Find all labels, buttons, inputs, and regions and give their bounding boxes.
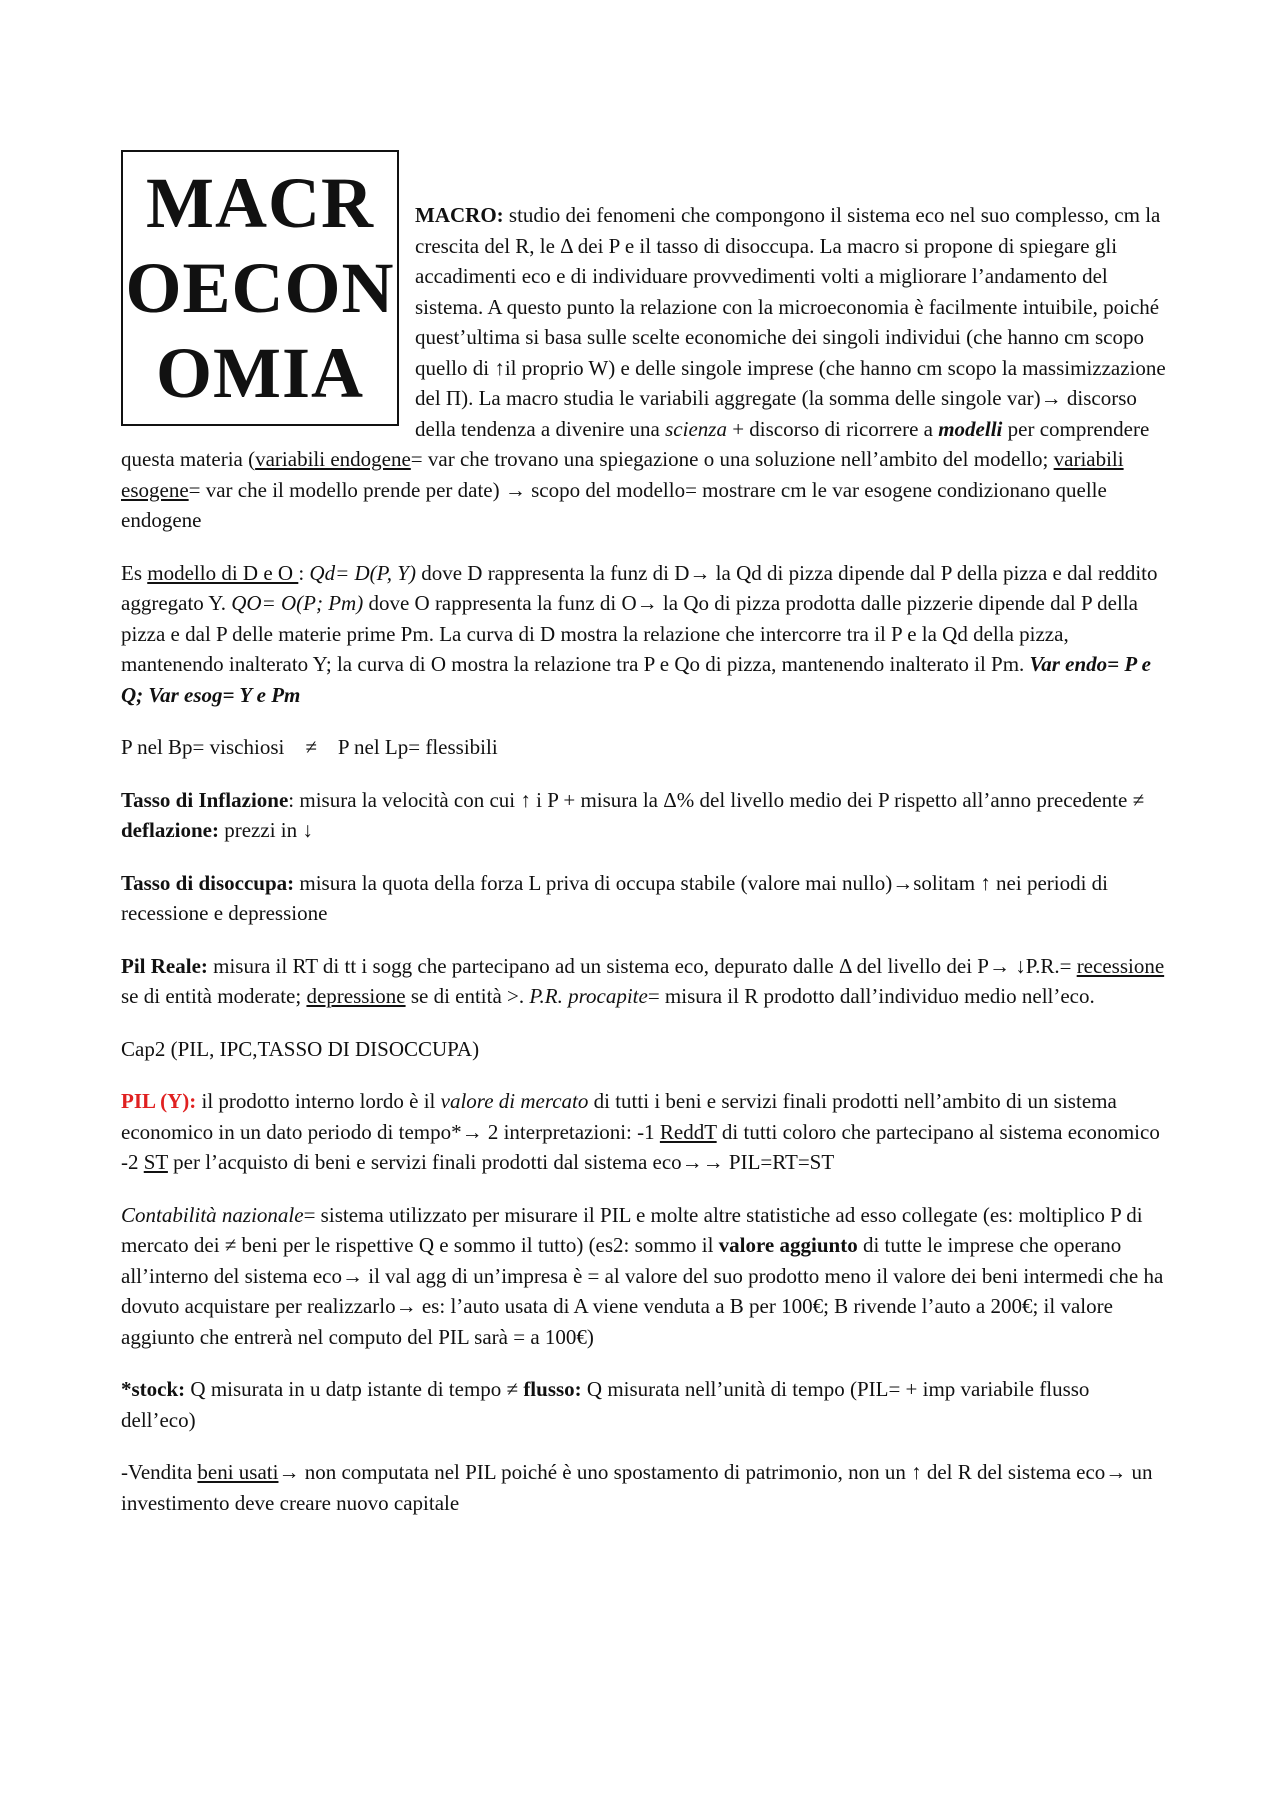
term-tasso-disoccupa: Tasso di disoccupa: (121, 870, 295, 895)
text: + discorso di ricorrere a (726, 416, 939, 441)
term-pil-reale: Pil Reale: (121, 953, 208, 978)
term-beni-usati: beni usati (197, 1460, 279, 1484)
term-contabilita-nazionale: Contabilità nazionale (121, 1202, 304, 1227)
term-stock: *stock: (121, 1377, 186, 1401)
term-recessione: recessione (1076, 953, 1165, 978)
term-pil-y: PIL (Y): (121, 1089, 197, 1113)
term-pr-procapite: P.R. procapite (529, 984, 648, 1008)
document-page (121, 150, 1166, 1540)
term-deflazione: deflazione: (121, 818, 219, 842)
text: di tutti i beni e servizi finali prodotti nell’ambito di un sistema economico in un dato periodo di tempo*→ 2 interpretazioni: -1 (121, 1089, 1117, 1144)
term-valore-mercato: valore di mercato (440, 1089, 589, 1113)
paragraph-pil (121, 1086, 1166, 1178)
term-modelli: modelli (938, 416, 1003, 441)
text: di tutte le imprese che operano all’interno del sistema eco→ il val agg di un’impresa è = al valore del suo prodotto meno il valore dei beni intermedi che ha dovuto acquistare per realizzarlo→ es: l’auto usata di A viene venduta a B per 100€; B rivende l’auto a 200€; il valore aggiunto che entrerà nel computo del PIL sarà = a 100€) (121, 1233, 1164, 1349)
paragraph-inflazione (121, 785, 1166, 846)
text: → non computata nel PIL poiché è uno spostamento di patrimonio, non un ↑ del R del sistema eco→ un investimento deve creare nuovo capitale (121, 1460, 1153, 1515)
text: di tutti coloro che partecipano al sistema economico -2 (121, 1119, 1160, 1174)
paragraph-stock-flusso (121, 1374, 1166, 1435)
term-st: ST (143, 1150, 168, 1174)
text: studio dei fenomeni che compongono il sistema eco nel suo complesso, cm la crescita del R, le Δ dei P e il tasso di disoccupa. La macro si propone di spiegare gli accadimenti eco e di individuare provvedimenti volti a migliorare l’andamento del sistema. A questo punto la relazione con la microeconomia è facilmente intuibile, poiché quest’ultima si basa sulle scelte economiche dei singoli individui (che hanno cm scopo quello di ↑il proprio W) e delle singole imprese (che hanno cm scopo la massimizzazione del Π). La macro studia le variabili aggregate (la somma delle singole var)→ discorso della tendenza a divenire una (415, 203, 1166, 441)
text: -Vendita (121, 1460, 198, 1484)
term-valore-aggiunto: valore aggiunto (718, 1233, 858, 1257)
term-tasso-inflazione: Tasso di Inflazione (121, 787, 289, 812)
term-depressione: depressione (306, 984, 406, 1008)
paragraph-pil-reale (121, 951, 1166, 1012)
title-line-2: OECON (125, 247, 395, 328)
formula-qd: Qd= D(P, Y) (309, 560, 416, 585)
title-line-1: MACR (146, 162, 374, 243)
term-var-endo-esog: Var endo= P e Q; Var esog= Y e Pm (121, 652, 1151, 707)
text: Es (121, 560, 148, 585)
text: Q misurata nell’unità di tempo (PIL= + imp variabile flusso dell’eco) (121, 1377, 1090, 1432)
formula-qo: QO= O(P; Pm) (231, 591, 364, 615)
term-scienza: scienza (665, 416, 727, 441)
text: dove O rappresenta la funz di O→ la Qo di pizza prodotta dalle pizzerie dipende dal P della pizza e dal P delle materie prime Pm. La curva di D mostra la relazione che intercorre tra il P e la Qd della pizza, mantenendo inalterato Y; la curva di O mostra la relazione tra P e Qo di pizza, mantenendo inalterato il Pm. (121, 591, 1138, 676)
text: prezzi in ↓ (218, 818, 313, 842)
chapter-heading: Cap2 (PIL, IPC,TASSO DI DISOCCUPA) (121, 1036, 480, 1061)
text: misura il RT di tt i sogg che partecipano ad un sistema eco, depurato dalle Δ del livello dei P→ ↓P.R.= (207, 953, 1077, 978)
term-variabili-endogene: variabili endogene (255, 447, 411, 471)
text: misura la quota della forza L priva di occupa stabile (valore mai nullo)→solitam ↑ nei periodi di recessione e depressione (121, 870, 1109, 925)
paragraph-contabilita (121, 1200, 1166, 1353)
text: per comprendere questa materia ( (121, 416, 1150, 471)
text: dove D rappresenta la funz di D→ la Qd di pizza dipende dal P della pizza e dal reddito aggregato Y. (121, 560, 1158, 615)
text: Q misurata in u datp istante di tempo ≠ (185, 1377, 524, 1401)
paragraph-beni-usati (121, 1457, 1166, 1518)
paragraph-modello (121, 558, 1166, 711)
text: = sistema utilizzato per misurare il PIL e molte altre statistiche ad esso collegate (es: moltiplico P di mercato dei ≠ beni per le rispettive Q e sommo il tutto) (es2: sommo il (121, 1202, 1143, 1257)
term-reddt: ReddT (659, 1119, 717, 1144)
term-macro: MACRO: (415, 203, 504, 227)
text: = var che il modello prende per date) → scopo del modello= mostrare cm le var esogene condizionano quelle endogene (121, 477, 1107, 532)
text: = misura il R prodotto dall’individuo medio nell’eco. (647, 984, 1095, 1008)
text: se di entità >. (405, 984, 530, 1008)
title-line-3: OMIA (156, 332, 364, 413)
paragraph-disoccupa (121, 868, 1166, 929)
term-variabili-esogene: variabili esogene (121, 447, 1124, 502)
text: : (298, 560, 310, 585)
text: per l’acquisto di beni e servizi finali prodotti dal sistema eco→→ PIL=RT=ST (167, 1150, 835, 1174)
text: : misura la velocità con cui ↑ i P + misura la Δ% del livello medio dei P rispetto all’anno precedente ≠ (288, 787, 1145, 812)
text: il prodotto interno lordo è il (196, 1089, 441, 1113)
title-box (121, 150, 399, 426)
text: = var che trovano una spiegazione o una soluzione nell’ambito del modello; (410, 447, 1054, 471)
term-modello-d-o: modello di D e O (147, 560, 299, 585)
paragraph-p-nel-bp: P nel Bp= vischiosi ≠ P nel Lp= flessibili (121, 735, 498, 759)
text: se di entità moderate; (121, 984, 307, 1008)
term-flusso: flusso: (523, 1377, 582, 1401)
